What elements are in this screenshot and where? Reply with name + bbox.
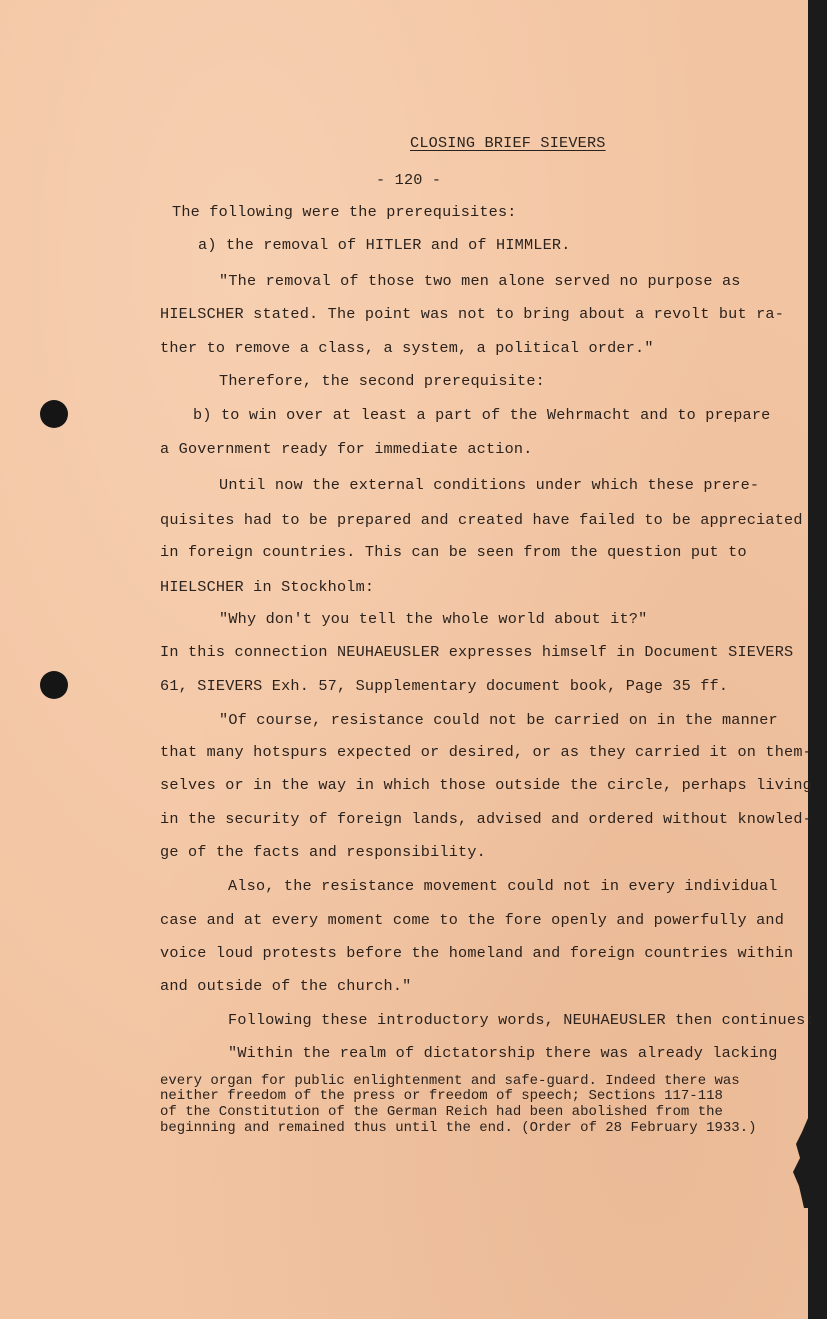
text-line: that many hotspurs expected or desired, or as they carried it on them- [160,743,812,761]
document-heading: CLOSING BRIEF SIEVERS [410,134,606,152]
text-line: "Why don't you tell the whole world about it?" [219,610,648,628]
text-line: and outside of the church." [160,977,412,995]
text-line: in the security of foreign lands, advised and ordered without knowled- [160,810,812,828]
page-number: - 120 - [376,171,442,189]
text-line: Following these introductory words, NEUHAEUSLER then continues: [228,1011,815,1029]
torn-edge [790,1118,827,1208]
text-line: 61, SIEVERS Exh. 57, Supplementary document book, Page 35 ff. [160,677,729,695]
text-line: The following were the prerequisites: [172,203,517,221]
punch-hole [40,671,68,699]
text-line: ge of the facts and responsibility. [160,843,486,861]
text-line: beginning and remained thus until the end. (Order of 28 February 1933.) [160,1120,757,1136]
text-line: quisites had to be prepared and created have failed to be appreciated [160,511,803,529]
text-line: "Of course, resistance could not be carried on in the manner [219,711,778,729]
text-line: HIELSCHER in Stockholm: [160,578,375,596]
text-line: every organ for public enlightenment and safe-guard. Indeed there was [160,1073,740,1089]
text-line: voice loud protests before the homeland and foreign countries within [160,944,794,962]
text-line: Therefore, the second prerequisite: [219,372,545,390]
text-line: of the Constitution of the German Reich had been abolished from the [160,1104,723,1120]
text-line: case and at every moment come to the fore openly and powerfully and [160,911,785,929]
text-line: a Government ready for immediate action. [160,440,533,458]
text-line: "Within the realm of dictatorship there was already lacking [228,1044,778,1062]
text-line: In this connection NEUHAEUSLER expresses himself in Document SIEVERS [160,643,794,661]
text-line: "The removal of those two men alone served no purpose as [219,272,741,290]
text-line: Also, the resistance movement could not in every individual [228,877,778,895]
text-line: Until now the external conditions under which these prere- [219,476,760,494]
text-line: neither freedom of the press or freedom of speech; Sections 117-118 [160,1088,723,1104]
text-line: selves or in the way in which those outside the circle, perhaps living [160,776,812,794]
text-line: in foreign countries. This can be seen from the question put to [160,543,747,561]
text-line: b) to win over at least a part of the Wehrmacht and to prepare [193,406,771,424]
text-line: ther to remove a class, a system, a political order." [160,339,654,357]
punch-hole [40,400,68,428]
text-line: a) the removal of HITLER and of HIMMLER. [198,236,571,254]
text-line: HIELSCHER stated. The point was not to bring about a revolt but ra- [160,305,785,323]
